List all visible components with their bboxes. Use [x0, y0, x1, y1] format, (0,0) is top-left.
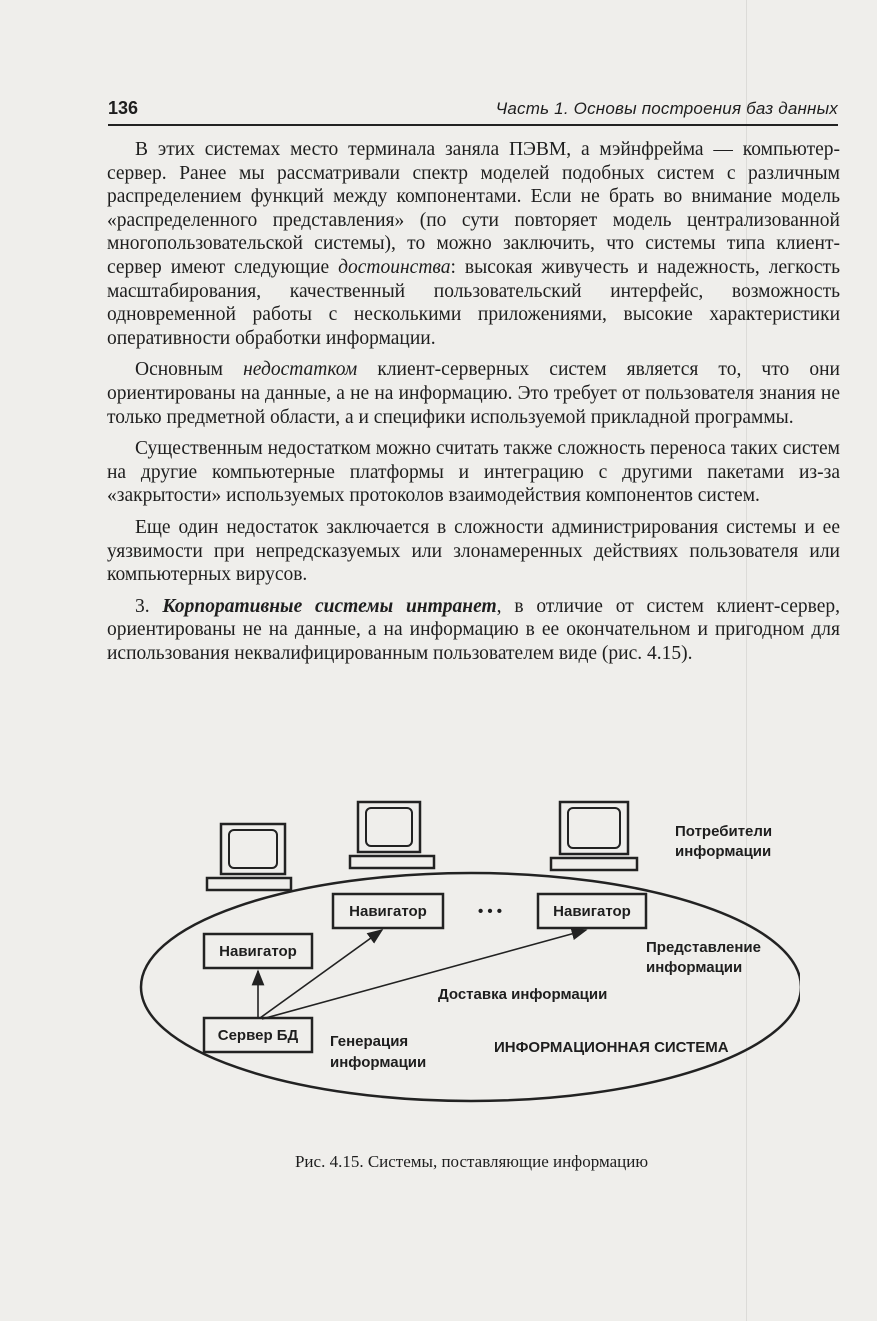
presentation-label-line1: Представление	[646, 939, 761, 956]
information-system-label: ИНФОРМАЦИОННАЯ СИСТЕМА	[494, 1039, 729, 1056]
generation-label-line1: Генерация	[330, 1033, 409, 1050]
computer-icon-left	[207, 824, 291, 890]
arrow-to-right-navigator	[262, 930, 586, 1019]
running-head: Часть 1. Основы построения баз данных	[495, 99, 838, 118]
emphasis-advantages: достоинства	[338, 256, 451, 278]
svg-text:Навигатор: Навигатор	[553, 903, 631, 920]
navigator-box-left	[204, 934, 312, 968]
delivery-label: Доставка информации	[438, 986, 608, 1003]
computer-icon-middle	[350, 802, 434, 868]
server-box	[204, 1018, 312, 1052]
svg-text:Навигатор: Навигатор	[219, 943, 297, 960]
navigator-box-right	[538, 894, 646, 928]
page-number: 136	[108, 98, 139, 118]
computer-icon-right	[551, 802, 637, 870]
intranet-diagram	[120, 790, 800, 1120]
emphasis-intranet: Корпоративные системы интранет	[162, 595, 497, 617]
svg-text:Навигатор: Навигатор	[349, 903, 427, 920]
consumers-label-line2: информации	[675, 843, 772, 860]
consumers-label-line1: Потребители	[675, 823, 773, 840]
emphasis-disadvantage: недостатком	[243, 359, 358, 381]
navigator-box-mid	[333, 894, 443, 928]
ellipsis-dots: • • •	[477, 903, 503, 920]
page-header	[108, 98, 838, 126]
generation-label-line2: информации	[330, 1054, 427, 1071]
paragraph-2: Основным недостатком клиент-серверных систем является то, что они ориентированы на данные, а не на информацию. Это требует от пользователя знания не только предметной области, а и специфики используемой прикладной программы.	[107, 359, 840, 428]
paragraph-3: Существенным недостатком можно считать также сложность переноса таких систем на другие компьютерные платформы и интеграцию с другими пакетами из-за «закрытости» используемых протоколов взаимодействия компонентов систем.	[107, 438, 840, 507]
paragraph-5: 3. Корпоративные системы интранет, в отличие от систем клиент-сервер, ориентированы не на данные, а на информацию в ее окончательном и пригодном для использования неквалифицированным пользователем виде (рис. 4.15).	[107, 595, 840, 664]
presentation-label-line2: информации	[646, 959, 743, 976]
figure-caption: Рис. 4.15. Системы, поставляющие информацию	[294, 1152, 649, 1171]
body-text	[107, 138, 840, 665]
svg-text:Сервер БД: Сервер БД	[217, 1027, 299, 1044]
paragraph-1: В этих системах место терминала заняла ПЭВМ, а мэйнфрейма — компьютер-сервер. Ранее мы рассматривали спектр моделей подобных систем с различным распределением функций между компонентами. Если не брать во внимание модель «распределенного представления» (по сути повторяет модель централизованной многопользовательской системы), то можно заключить, что системы типа клиент-сервер имеют следующие достоинства: высокая живучесть и надежность, легкость масштабирования, качественный пользовательский интерфейс, возможность одновременной работы с несколькими приложениями, высокие характеристики оперативности обработки информации.	[107, 139, 840, 349]
paragraph-4: Еще один недостаток заключается в сложности администрирования системы и ее уязвимости при непредсказуемых или злонамеренных действиях пользователя или компьютерных вирусов.	[107, 516, 840, 586]
